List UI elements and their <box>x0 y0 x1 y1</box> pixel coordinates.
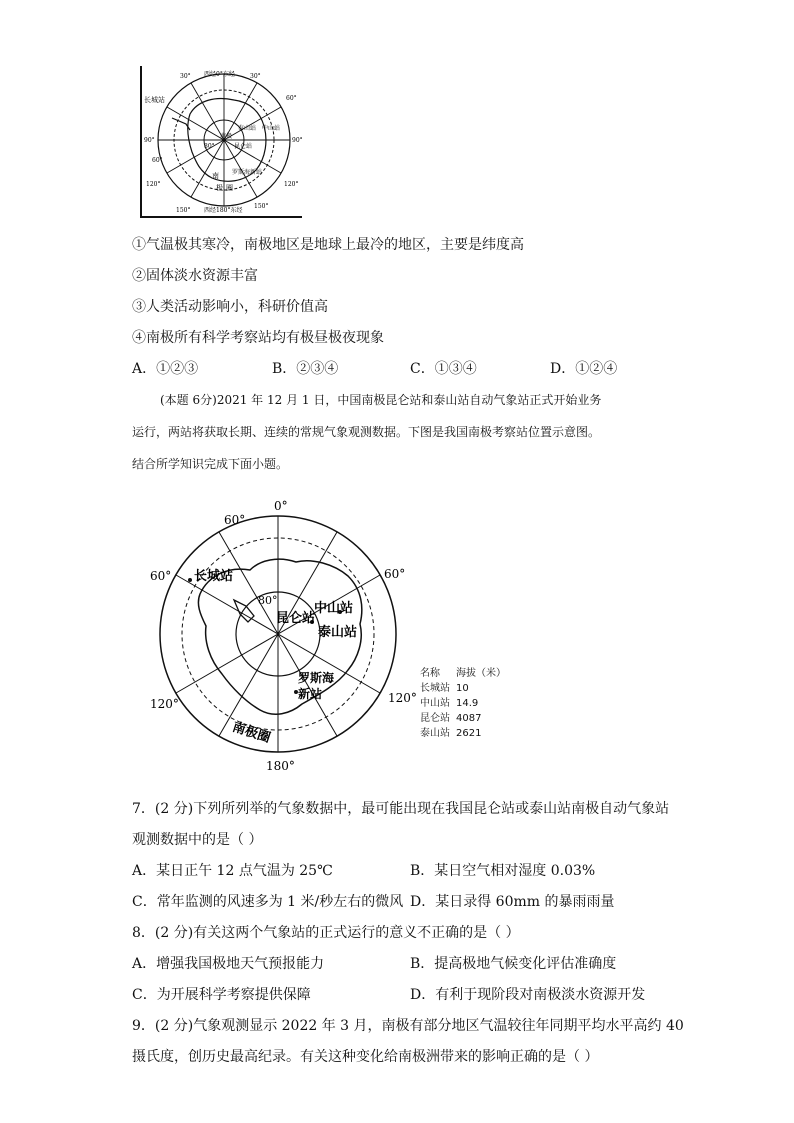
label-bottom: 西经180°东经 <box>204 207 243 214</box>
label-luosi: 罗斯海新站 <box>232 169 263 176</box>
lon-60-a: 60° <box>286 95 297 102</box>
label-kunlun: 昆仑站 <box>234 143 253 150</box>
label-kunlun: 昆仑站 <box>276 611 316 626</box>
antarctic-map-small <box>140 66 302 218</box>
lon-90-b: 90° <box>144 137 155 144</box>
option-1: ①气温极其寒冷，南极地区是地球上最冷的地区，主要是纬度高 <box>132 237 524 253</box>
choice-d: D．①②④ <box>550 361 618 377</box>
label-80: 80° <box>204 143 215 150</box>
deg-60-top: 60° <box>224 513 246 527</box>
legend-station-alt: 4087 <box>456 713 482 724</box>
label-taishan: 泰山站 <box>238 125 257 132</box>
legend-row <box>420 681 506 696</box>
q8-choice-b: B．提高极地气候变化评估准确度 <box>410 956 617 972</box>
label-antarctic-circle: 南极圈 <box>230 719 273 747</box>
legend-header-alt: 海拔（米） <box>456 668 506 679</box>
lon-120-b: 120° <box>284 181 299 188</box>
label-luosi-2: 新站 <box>298 687 323 701</box>
antarctic-map-large-svg <box>150 498 420 774</box>
choice-c: C．①③④ <box>410 361 477 377</box>
legend-row <box>420 726 506 741</box>
q7-stem-1: 7．(2 分)下列所列举的气象数据中，最可能出现在我国昆仑站或泰山站南极自动气象站 <box>132 801 670 817</box>
q8-choice-a: A．增强我国极地天气预报能力 <box>132 956 325 972</box>
choice-a: A．①②③ <box>132 361 199 377</box>
q8-stem: 8．(2 分)有关这两个气象站的正式运行的意义不正确的是（ ） <box>132 925 520 941</box>
altitude-legend <box>420 666 506 741</box>
q7-choice-b: B．某日空气相对湿度 0.03% <box>410 863 596 879</box>
legend-header <box>420 666 506 681</box>
legend-row <box>420 711 506 726</box>
lon-150-b: 150° <box>254 203 269 210</box>
deg-0: 0° <box>274 499 288 513</box>
label-luosi-1: 罗斯海 <box>298 671 335 685</box>
legend-station-alt: 14.9 <box>456 698 479 709</box>
q7-choice-a: A．某日正午 12 点气温为 25℃ <box>132 863 333 879</box>
legend-station-name: 中山站 <box>420 698 450 709</box>
deg-80: 80° <box>258 594 278 607</box>
option-2: ②固体淡水资源丰富 <box>132 268 258 284</box>
antarctic-map-large <box>150 498 420 774</box>
label-nan: 南 <box>212 172 219 180</box>
lon-120-a: 120° <box>146 181 161 188</box>
deg-120-left: 120° <box>150 697 179 711</box>
deg-180: 180° <box>266 759 295 773</box>
q7-stem-2: 观测数据中的是（ ） <box>132 832 263 848</box>
intro-line-2: 运行，两站将获取长期、连续的常规气象观测数据。下图是我国南极考察站位置示意图。 <box>132 425 601 439</box>
label-top: 西经0°东经 <box>204 71 235 78</box>
legend-station-alt: 2621 <box>456 728 482 739</box>
q9-stem-1: 9．(2 分)气象观测显示 2022 年 3 月，南极有部分地区气温较往年同期平均水平高约 40 <box>132 1018 684 1034</box>
legend-station-name: 长城站 <box>420 683 450 694</box>
choice-b: B．②③④ <box>272 361 339 377</box>
q8-choice-d: D．有利于现阶段对南极淡水资源开发 <box>410 987 646 1003</box>
label-quan: 圈 <box>226 184 233 192</box>
lon-90-a: 90° <box>292 137 302 144</box>
legend-station-name: 昆仑站 <box>420 713 450 724</box>
deg-60-right: 60° <box>384 567 406 581</box>
legend-row <box>420 696 506 711</box>
label-ji: 极 <box>216 184 223 192</box>
label-changcheng: 长城站 <box>194 569 234 584</box>
lon-60-b: 60° <box>152 157 163 164</box>
label-zhongshan: 中山站 <box>314 601 354 616</box>
option-4: ④南极所有科学考察站均有极昼极夜现象 <box>132 330 384 346</box>
q7-choice-c: C．常年监测的风速多为 1 米/秒左右的微风 <box>132 894 404 910</box>
label-taishan: 泰山站 <box>318 625 358 640</box>
label-changcheng: 长城站 <box>144 96 165 104</box>
intro-line-3: 结合所学知识完成下面小题。 <box>132 457 289 471</box>
antarctic-map-small-svg <box>142 66 302 216</box>
intro-line-1: (本题 6分)2021 年 12 月 1 日，中国南极昆仑站和泰山站自动气象站正式开始业务 <box>160 393 602 407</box>
deg-60-left: 60° <box>150 569 172 583</box>
q8-choice-c: C．为开展科学考察提供保障 <box>132 987 311 1003</box>
q9-stem-2: 摄氏度，创历史最高纪录。有关这种变化给南极洲带来的影响正确的是（ ） <box>132 1049 599 1065</box>
lon-30-a: 30° <box>250 73 261 80</box>
lon-150-a: 150° <box>176 207 191 214</box>
legend-header-name: 名称 <box>420 668 440 679</box>
option-3: ③人类活动影响小，科研价值高 <box>132 299 328 315</box>
q7-choice-d: D．某日录得 60mm 的暴雨雨量 <box>410 894 615 910</box>
deg-120-right: 120° <box>388 691 417 705</box>
label-zhongshan: 中山站 <box>262 125 281 132</box>
lon-30-b: 30° <box>180 73 191 80</box>
legend-station-alt: 10 <box>456 683 469 694</box>
label-nanji: 南极 <box>220 133 233 140</box>
legend-station-name: 泰山站 <box>420 728 450 739</box>
